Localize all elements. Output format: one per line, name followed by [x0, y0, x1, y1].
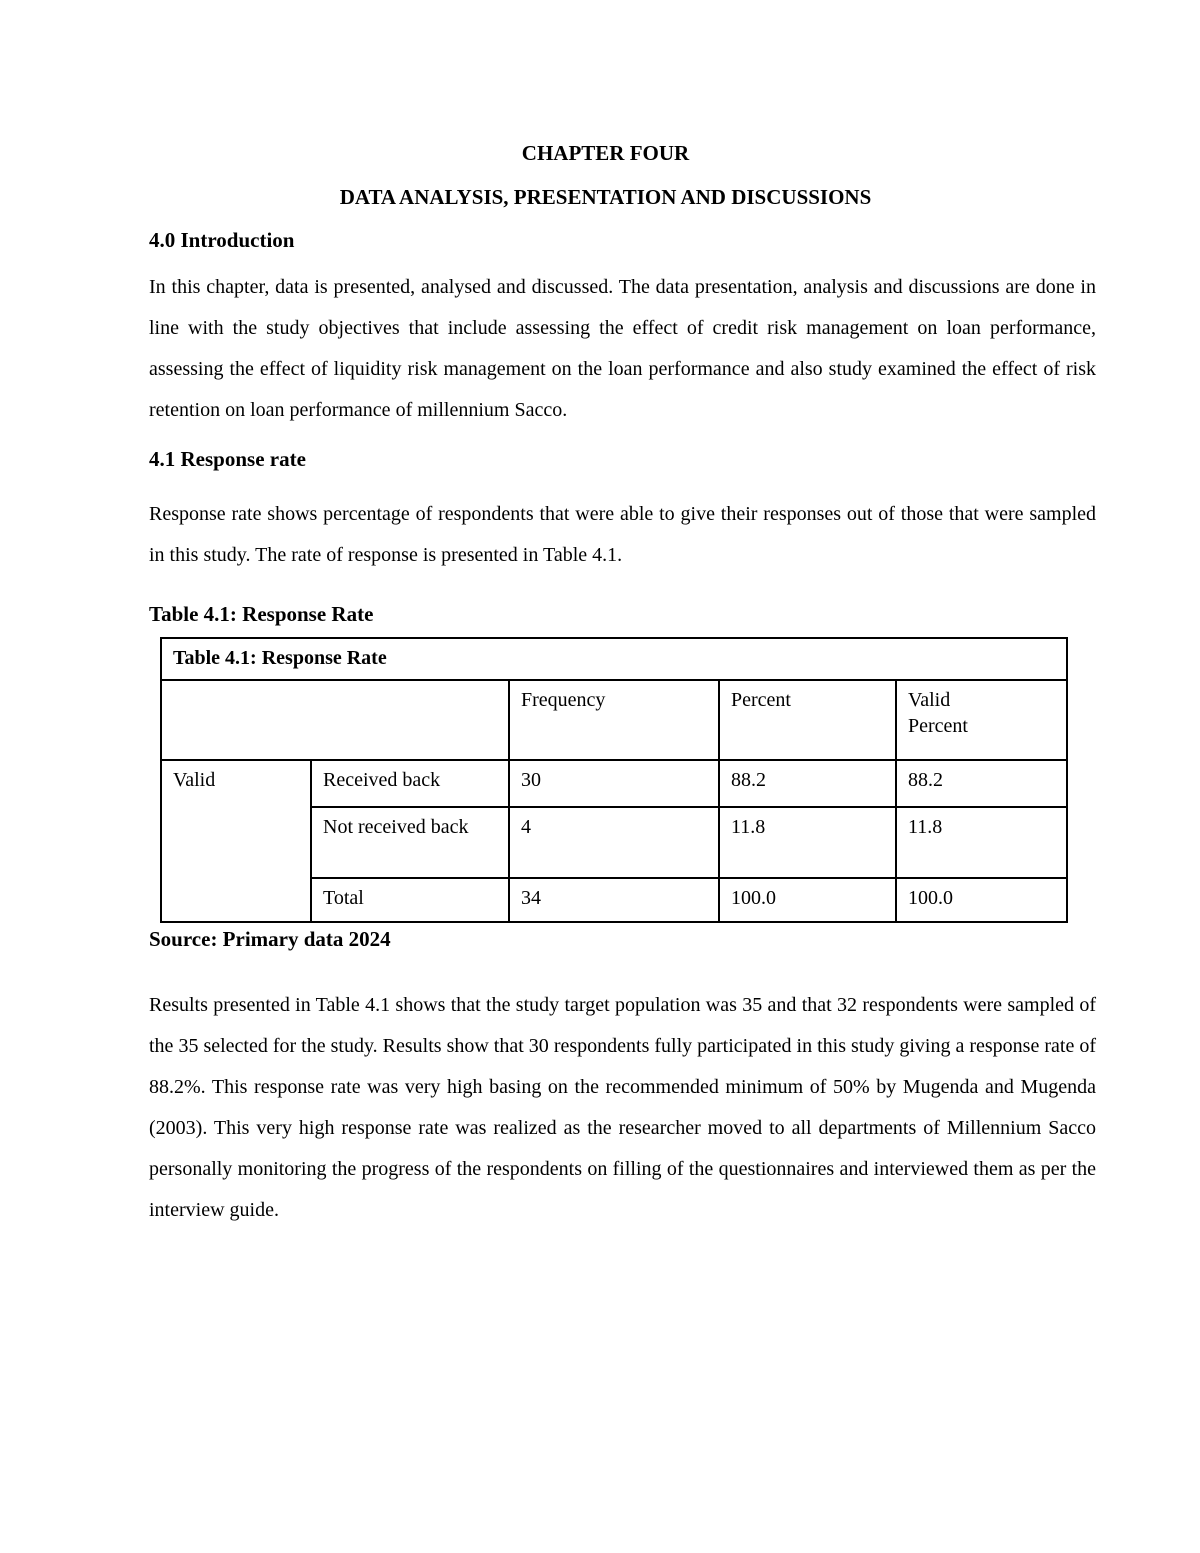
table-header-row	[161, 680, 1067, 760]
column-header-valid-percent-label: Valid Percent	[908, 689, 968, 737]
table-row	[161, 760, 1067, 807]
row-label: Total	[311, 878, 509, 922]
table-title: Table 4.1: Response Rate	[161, 638, 1067, 680]
cell-frequency: 4	[509, 807, 719, 878]
chapter-heading: CHAPTER FOUR	[521, 141, 690, 165]
chapter-subheading: DATA ANALYSIS, PRESENTATION AND DISCUSSIONS	[339, 185, 872, 209]
source-note: Source: Primary data 2024	[149, 927, 391, 951]
table-caption: Table 4.1: Response Rate	[149, 602, 374, 626]
table-corner-cell	[161, 680, 509, 760]
column-header-percent: Percent	[719, 680, 896, 760]
section-heading-response-rate: 4.1 Response rate	[149, 447, 306, 471]
section-heading-introduction: 4.0 Introduction	[149, 228, 295, 252]
cell-valid-percent: 100.0	[896, 878, 1067, 922]
cell-percent: 88.2	[719, 760, 896, 807]
cell-frequency: 34	[509, 878, 719, 922]
introduction-paragraph: In this chapter, data is presented, analysed and discussed. The data presentation, analysis and discussions are done in line with the study objectives that include assessing the effect of credit risk management on loan performance, assessing the effect of liquidity risk management on the loan performance and also study examined the effect of risk retention on loan performance of millennium Sacco.	[149, 276, 1096, 421]
results-paragraph: Results presented in Table 4.1 shows that the study target population was 35 and that 32 respondents were sampled of the 35 selected for the study. Results show that 30 respondents fully participated in this study giving a response rate of 88.2%. This response rate was very high basing on the recommended minimum of 50% by Mugenda and Mugenda (2003). This very high response rate was realized as the researcher moved to all departments of Millennium Sacco personally monitoring the progress of the respondents on filling of the questionnaires and interviewed them as per the interview guide.	[149, 994, 1096, 1221]
table-title-row	[161, 638, 1067, 680]
column-header-frequency: Frequency	[509, 680, 719, 760]
row-group-label-valid: Valid	[161, 760, 311, 922]
column-header-valid-percent	[896, 680, 1067, 760]
chapter-title-block	[149, 133, 1062, 218]
cell-frequency: 30	[509, 760, 719, 807]
response-rate-table	[160, 637, 1068, 923]
row-label: Not received back	[311, 807, 509, 878]
cell-valid-percent: 88.2	[896, 760, 1067, 807]
cell-valid-percent: 11.8	[896, 807, 1067, 878]
response-rate-paragraph: Response rate shows percentage of respondents that were able to give their responses out of those that were sampled in this study. The rate of response is presented in Table 4.1.	[149, 503, 1096, 566]
row-label: Received back	[311, 760, 509, 807]
cell-percent: 11.8	[719, 807, 896, 878]
cell-percent: 100.0	[719, 878, 896, 922]
